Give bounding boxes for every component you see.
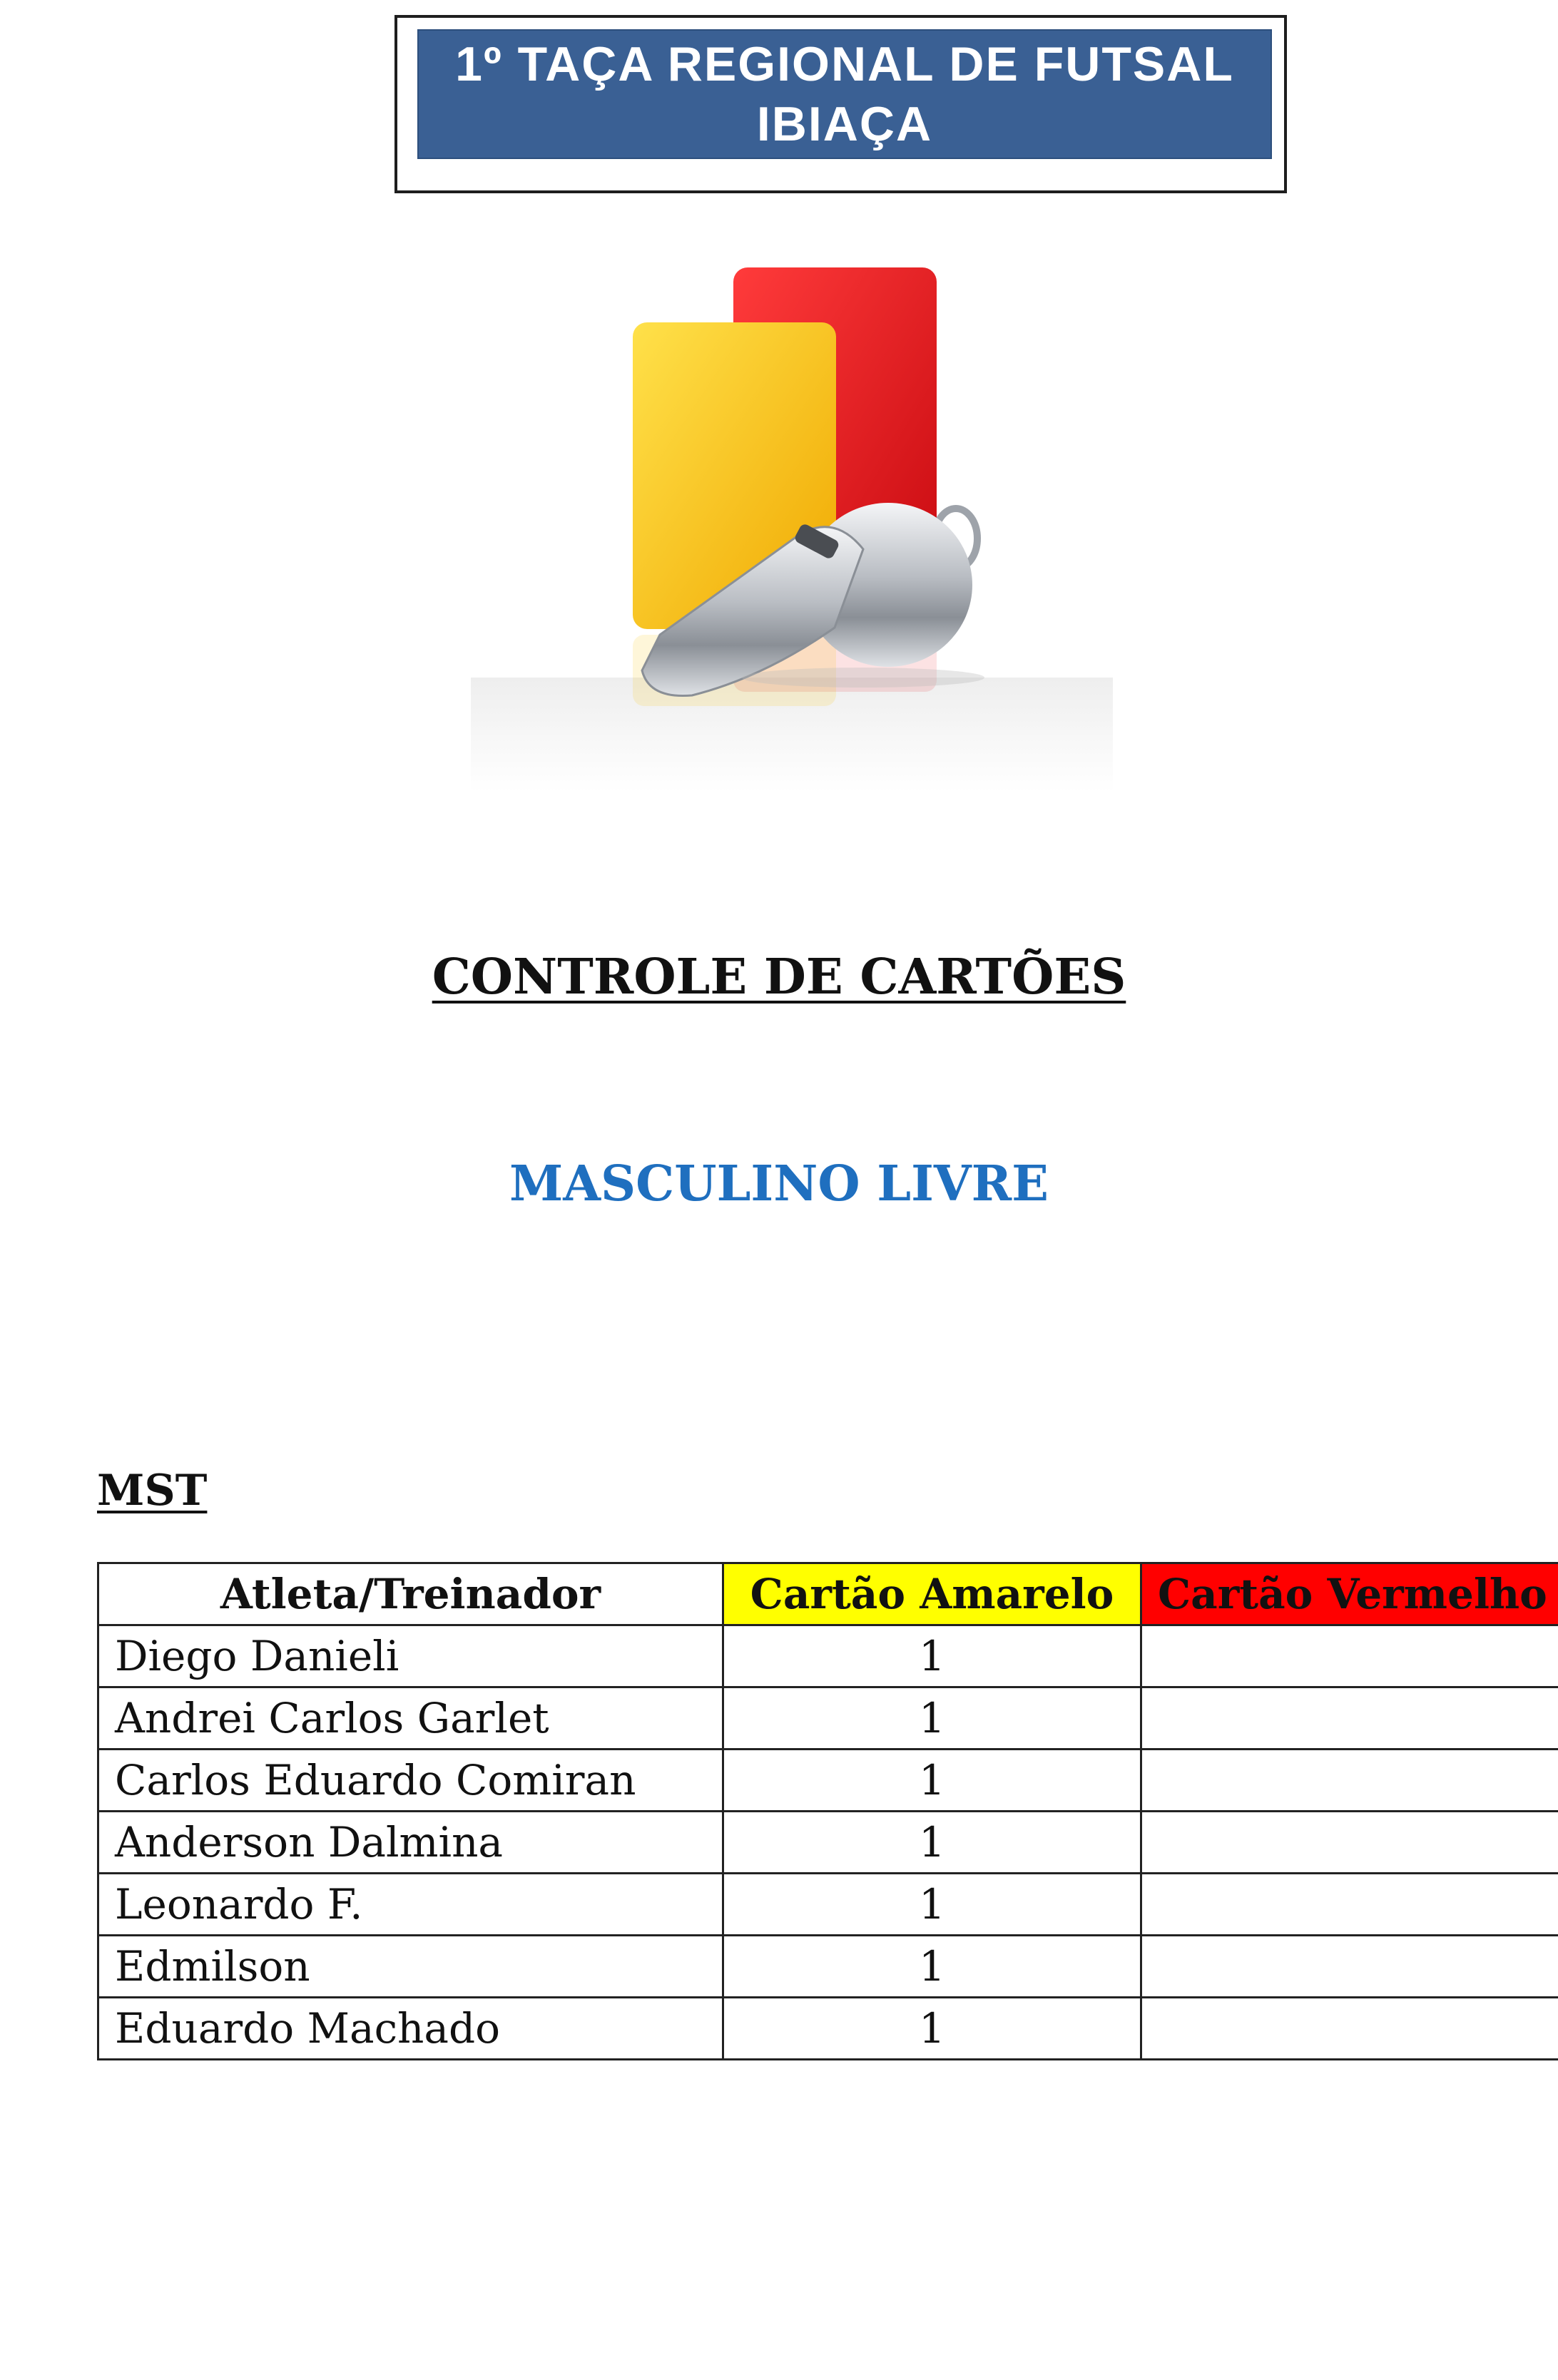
cards-whistle-illustration <box>464 250 1120 806</box>
document-subtitle: MASCULINO LIVRE <box>509 1155 1049 1212</box>
header-athlete: Atleta/Treinador <box>98 1563 723 1625</box>
red-count <box>1141 1750 1558 1812</box>
table-row <box>98 1936 1558 1998</box>
table-row <box>98 1874 1558 1936</box>
athlete-name: Leonardo F. <box>98 1874 723 1936</box>
banner-line-2: IBIAÇA <box>756 97 933 151</box>
banner-line-1: 1º TAÇA REGIONAL DE FUTSAL <box>455 37 1234 91</box>
table-row <box>98 1998 1558 2060</box>
table-row <box>98 1812 1558 1874</box>
athlete-name: Carlos Eduardo Comiran <box>98 1750 723 1812</box>
cards-table <box>97 1562 1558 2060</box>
red-count <box>1141 1936 1558 1998</box>
red-count <box>1141 1874 1558 1936</box>
header-red-card: Cartão Vermelho <box>1141 1563 1558 1625</box>
team-label: MST <box>97 1466 208 1516</box>
table-row <box>98 1687 1558 1750</box>
yellow-count: 1 <box>723 1687 1141 1750</box>
yellow-count: 1 <box>723 1874 1141 1936</box>
yellow-count: 1 <box>723 1998 1141 2060</box>
yellow-count: 1 <box>723 1625 1141 1687</box>
document-title: CONTROLE DE CARTÕES <box>432 949 1126 1006</box>
title-banner <box>417 29 1272 159</box>
title-banner-frame <box>394 15 1287 193</box>
header-yellow-card: Cartão Amarelo <box>723 1563 1141 1625</box>
red-count <box>1141 1998 1558 2060</box>
table-row <box>98 1625 1558 1687</box>
athlete-name: Eduardo Machado <box>98 1998 723 2060</box>
table-header-row <box>98 1563 1558 1625</box>
yellow-count: 1 <box>723 1936 1141 1998</box>
athlete-name: Andrei Carlos Garlet <box>98 1687 723 1750</box>
table-row <box>98 1750 1558 1812</box>
athlete-name: Anderson Dalmina <box>98 1812 723 1874</box>
athlete-name: Diego Danieli <box>98 1625 723 1687</box>
athlete-name: Edmilson <box>98 1936 723 1998</box>
yellow-count: 1 <box>723 1750 1141 1812</box>
red-count <box>1141 1812 1558 1874</box>
yellow-count: 1 <box>723 1812 1141 1874</box>
red-count <box>1141 1625 1558 1687</box>
red-count <box>1141 1687 1558 1750</box>
